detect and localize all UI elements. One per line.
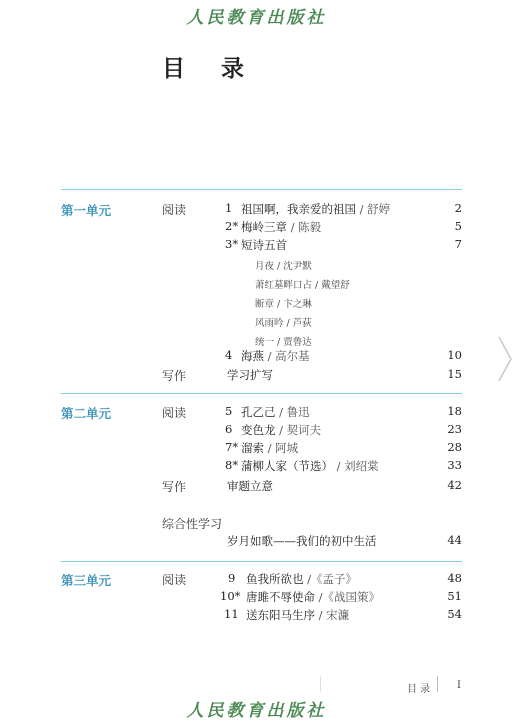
next-page-chevron-icon[interactable]: [497, 335, 513, 383]
entry-page: 28: [447, 440, 462, 454]
entry-number: 4: [225, 348, 233, 362]
entry-page: 7: [454, 237, 462, 251]
footer-separator: [437, 676, 438, 692]
entry-title: 岁月如歌——我们的初中生活: [227, 534, 377, 548]
entry-number: 8*: [225, 458, 239, 472]
entry-title: 鱼我所欲也 /《孟子》: [246, 572, 358, 586]
category-read-2: 阅读: [162, 406, 187, 420]
entry-page: 33: [447, 458, 462, 472]
entry-number: 3*: [225, 237, 239, 251]
toc-entry[interactable]: [162, 201, 462, 219]
entry-title: 短诗五首: [241, 238, 287, 252]
entry-number: 5: [225, 404, 233, 418]
entry-title: 海燕 / 高尔基: [241, 349, 310, 363]
footer-divider: [320, 676, 321, 692]
unit-divider: [61, 189, 462, 190]
publisher-header-logo: 人民教育出版社: [186, 8, 327, 28]
entry-number: 11: [224, 607, 239, 621]
entry-title: 变色龙 / 契诃夫: [241, 423, 322, 437]
toc-entry[interactable]: [162, 440, 462, 458]
footer-page-number: I: [457, 680, 461, 691]
category-read-3: 阅读: [162, 573, 187, 587]
poem-entry[interactable]: 月夜 / 沈尹默: [255, 261, 312, 272]
entry-title: 孔乙己 / 鲁迅: [241, 405, 310, 419]
page-title: 目 录: [162, 55, 259, 82]
entry-page: 44: [447, 533, 462, 547]
entry-page: 51: [447, 589, 462, 603]
entry-page: 2: [454, 201, 462, 215]
category-comprehensive: 综合性学习: [162, 517, 223, 531]
poem-entry[interactable]: 统一 / 贾鲁达: [255, 337, 312, 348]
toc-entry[interactable]: [162, 219, 462, 237]
toc-entry[interactable]: [162, 367, 462, 385]
unit-label-1: 第一单元: [61, 203, 112, 218]
entry-title: 学习扩写: [227, 368, 273, 382]
entry-number: 9: [228, 571, 236, 585]
toc-entry[interactable]: [162, 589, 462, 607]
entry-title: 溜索 / 阿城: [241, 441, 299, 455]
toc-entry[interactable]: [162, 478, 462, 496]
category-read-1: 阅读: [162, 203, 187, 217]
unit-divider: [61, 561, 462, 562]
category-write-1: 写作: [162, 369, 187, 383]
entry-title: 梅岭三章 / 陈毅: [241, 220, 322, 234]
toc-entry[interactable]: [162, 237, 462, 255]
footer-section-label: 目 录: [407, 684, 431, 695]
entry-number: 2*: [225, 219, 239, 233]
entry-number: 1: [225, 201, 233, 215]
toc-entry[interactable]: [162, 607, 462, 625]
entry-page: 18: [447, 404, 462, 418]
entry-page: 54: [447, 607, 462, 621]
unit-label-3: 第三单元: [61, 573, 112, 588]
entry-title: 唐雎不辱使命 /《战国策》: [246, 590, 381, 604]
entry-number: 6: [225, 422, 233, 436]
entry-page: 42: [447, 478, 462, 492]
entry-page: 5: [454, 219, 462, 233]
entry-page: 15: [447, 367, 462, 381]
toc-entry[interactable]: [162, 571, 462, 589]
entry-title: 蒲柳人家（节选） / 刘绍棠: [241, 459, 379, 473]
entry-page: 10: [447, 348, 462, 362]
entry-page: 23: [447, 422, 462, 436]
toc-entry[interactable]: [162, 422, 462, 440]
toc-entry[interactable]: [162, 348, 462, 366]
category-write-2: 写作: [162, 480, 187, 494]
unit-label-2: 第二单元: [61, 406, 112, 421]
poem-entry[interactable]: 断章 / 卞之琳: [255, 299, 312, 310]
publisher-footer-logo: 人民教育出版社: [186, 701, 327, 721]
toc-entry[interactable]: [162, 533, 462, 551]
entry-title: 送东阳马生序 / 宋濂: [246, 608, 350, 622]
toc-entry[interactable]: [162, 404, 462, 422]
entry-title: 审题立意: [227, 479, 273, 493]
poem-entry[interactable]: 风雨吟 / 芦荻: [255, 318, 312, 329]
entry-number: 10*: [220, 589, 241, 603]
poem-entry[interactable]: 萧红墓畔口占 / 戴望舒: [255, 280, 350, 291]
entry-title: 祖国啊，我亲爱的祖国 / 舒婷: [241, 202, 391, 216]
toc-entry[interactable]: [162, 458, 462, 476]
entry-page: 48: [447, 571, 462, 585]
entry-number: 7*: [225, 440, 239, 454]
unit-divider: [61, 393, 462, 394]
